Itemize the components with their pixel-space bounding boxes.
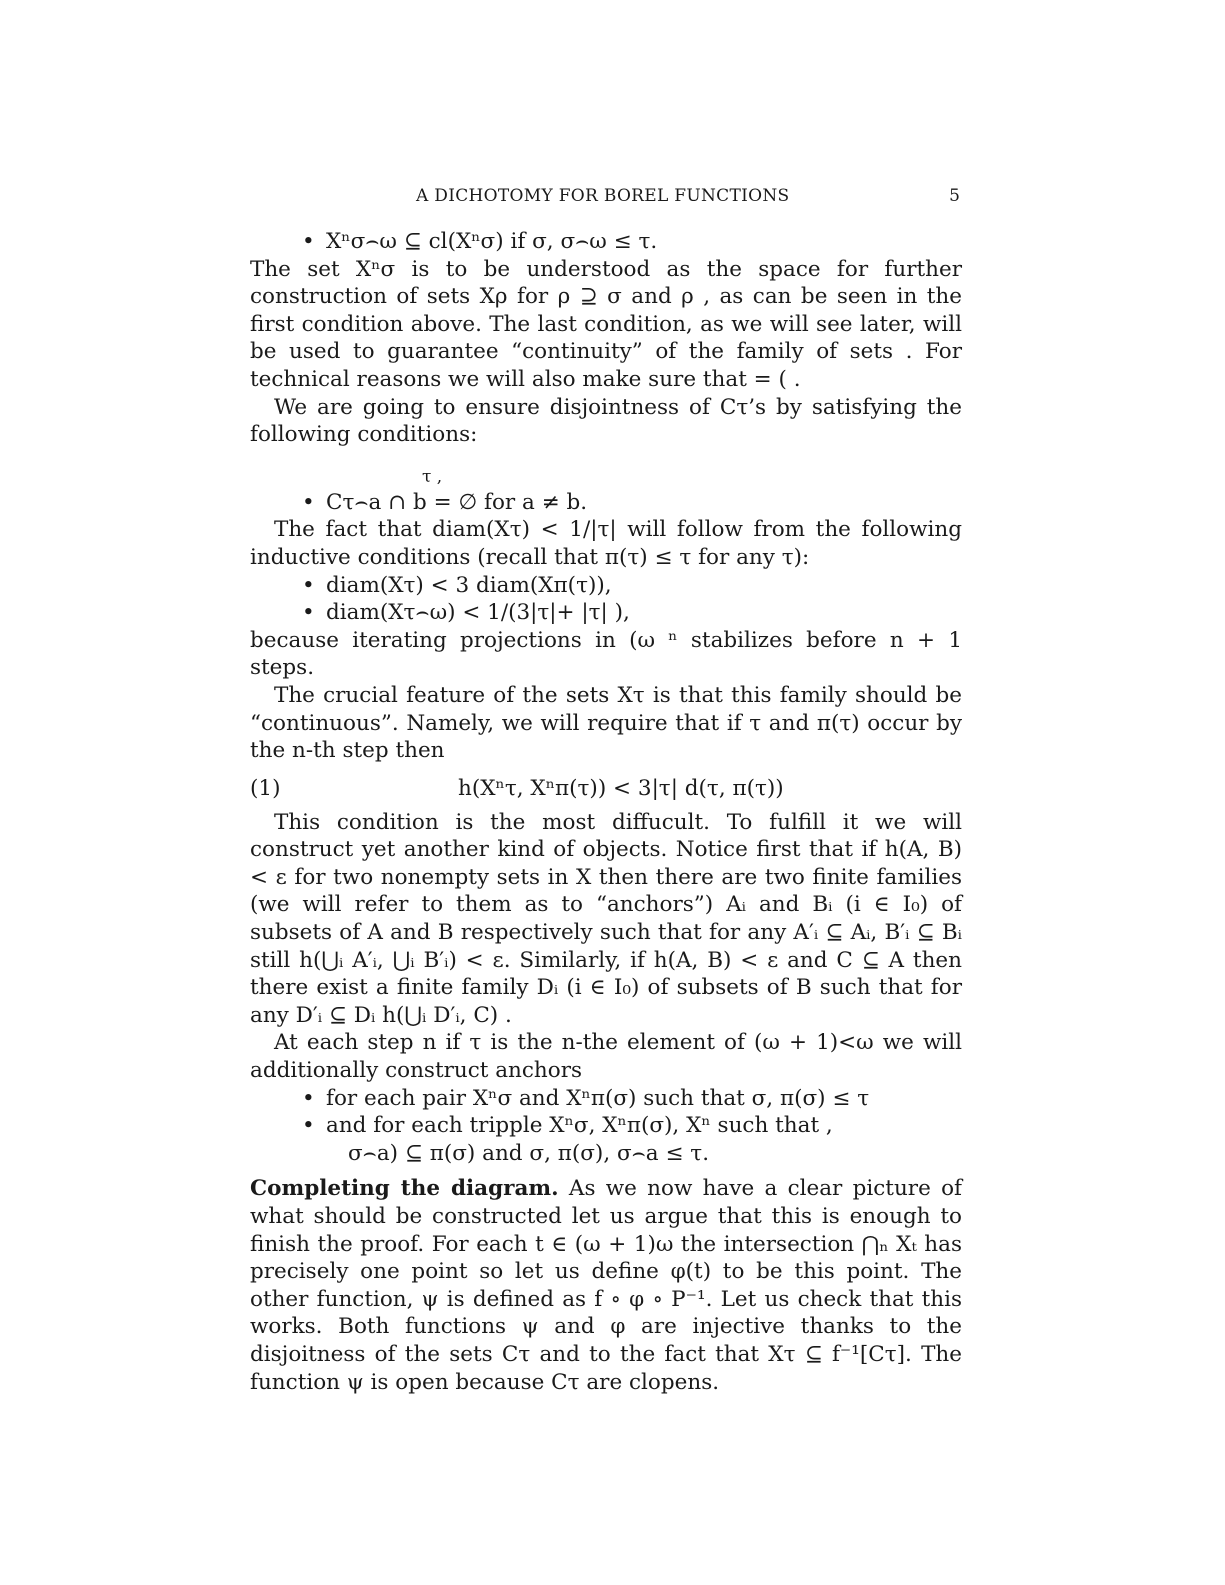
section-title: Completing the diagram. bbox=[250, 1176, 559, 1202]
bullet-list bbox=[250, 489, 962, 517]
section-text: As we now have a clear picture of what should be constructed let us argue that this is enough to finish the proof. For each t ∈ (ω + 1)ω the intersection ⋂ₙ Xₜ has precisely one point so let us define φ(t) to be this point. The other function, ψ is defined as f ∘ φ ∘ P⁻¹. Let us check that this works. Both functions ψ and φ are injective thanks to the disjoitness of the sets Cτ and to the fact that Xτ ⊆ f⁻¹[Cτ]. The function ψ is open because Cτ are clopens. bbox=[250, 1176, 962, 1395]
list-item: • for each pair Xⁿσ and Xⁿπ(σ) such that σ, π(σ) ≤ τ bbox=[250, 1085, 962, 1113]
paragraph bbox=[250, 1175, 962, 1396]
equation-label: (1) bbox=[250, 775, 281, 801]
list-item-continuation: σ⌢a) ⊆ π(σ) and σ, π(σ), σ⌢a ≤ τ. bbox=[348, 1140, 710, 1166]
paragraph: This condition is the most diffucult. To fulfill it we will construct yet another kind of objects. Notice first that if h(A, B) < ε for two nonempty sets in X then there are two finite families (we will refer to them as to “anchors”) Aᵢ and Bᵢ (i ∈ I₀) of subsets of A and B respectively such that for any A′ᵢ ⊆ Aᵢ, B′ᵢ ⊆ Bᵢ still h(⋃ᵢ A′ᵢ, ⋃ᵢ B′ᵢ) < ε. Similarly, if h(A, B) < ε and C ⊆ A then there exist a finite family Dᵢ (i ∈ I₀) of subsets of B such that for any D′ᵢ ⊆ Dᵢ h(⋃ᵢ D′ᵢ, C) . bbox=[250, 809, 962, 1028]
bullet-list bbox=[250, 1085, 962, 1140]
list-item: • Xⁿσ⌢ω ⊆ cl(Xⁿσ) if σ, σ⌢ω ≤ τ. bbox=[250, 228, 962, 256]
paragraph: The set Xⁿσ is to be understood as the space for further construction of sets Xρ for ρ ⊇ σ and ρ , as can be seen in the first condition above. The last condition, as we will see later, will be used to guarantee “continuity” of the family of sets . For technical reasons we will also make sure that = ( . bbox=[250, 256, 962, 392]
running-header bbox=[250, 186, 962, 210]
equation-formula: h(Xⁿτ, Xⁿπ(τ)) < 3|τ| d(τ, π(τ)) bbox=[458, 775, 784, 801]
equation bbox=[250, 769, 962, 809]
bullet-list bbox=[250, 572, 962, 627]
running-title: A DICHOTOMY FOR BOREL FUNCTIONS bbox=[416, 186, 790, 206]
paragraph: The crucial feature of the sets Xτ is that this family should be “continuous”. Namely, we will require that if τ and π(τ) occur by the n-th step then bbox=[250, 682, 962, 764]
page-number: 5 bbox=[949, 186, 960, 206]
paragraph: We are going to ensure disjointness of Cτ’s by satisfying the following conditions: bbox=[250, 394, 962, 448]
article-body bbox=[250, 228, 962, 1396]
list-item: • and for each tripple Xⁿσ, Xⁿπ(σ), Xⁿ such that , bbox=[250, 1112, 962, 1140]
paragraph: At each step n if τ is the n-the element of (ω + 1)<ω we will additionally construct anchors bbox=[250, 1030, 962, 1084]
bullet-list bbox=[250, 228, 962, 256]
list-item: • diam(Xτ) < 3 diam(Xπ(τ)), bbox=[250, 572, 962, 600]
paragraph: because iterating projections in (ω ⁿ stabilizes before n + 1 steps. bbox=[250, 627, 962, 681]
superscript-fragment: τ , bbox=[422, 466, 443, 487]
paragraph: The fact that diam(Xτ) < 1/|τ| will follow from the following inductive conditions (recall that π(τ) ≤ τ for any τ): bbox=[250, 517, 962, 570]
list-item: • Cτ⌢a ∩ b = ∅ for a ≠ b. bbox=[250, 489, 962, 517]
list-item: • diam(Xτ⌢ω) < 1/(3|τ|+ |τ| ), bbox=[250, 599, 962, 627]
